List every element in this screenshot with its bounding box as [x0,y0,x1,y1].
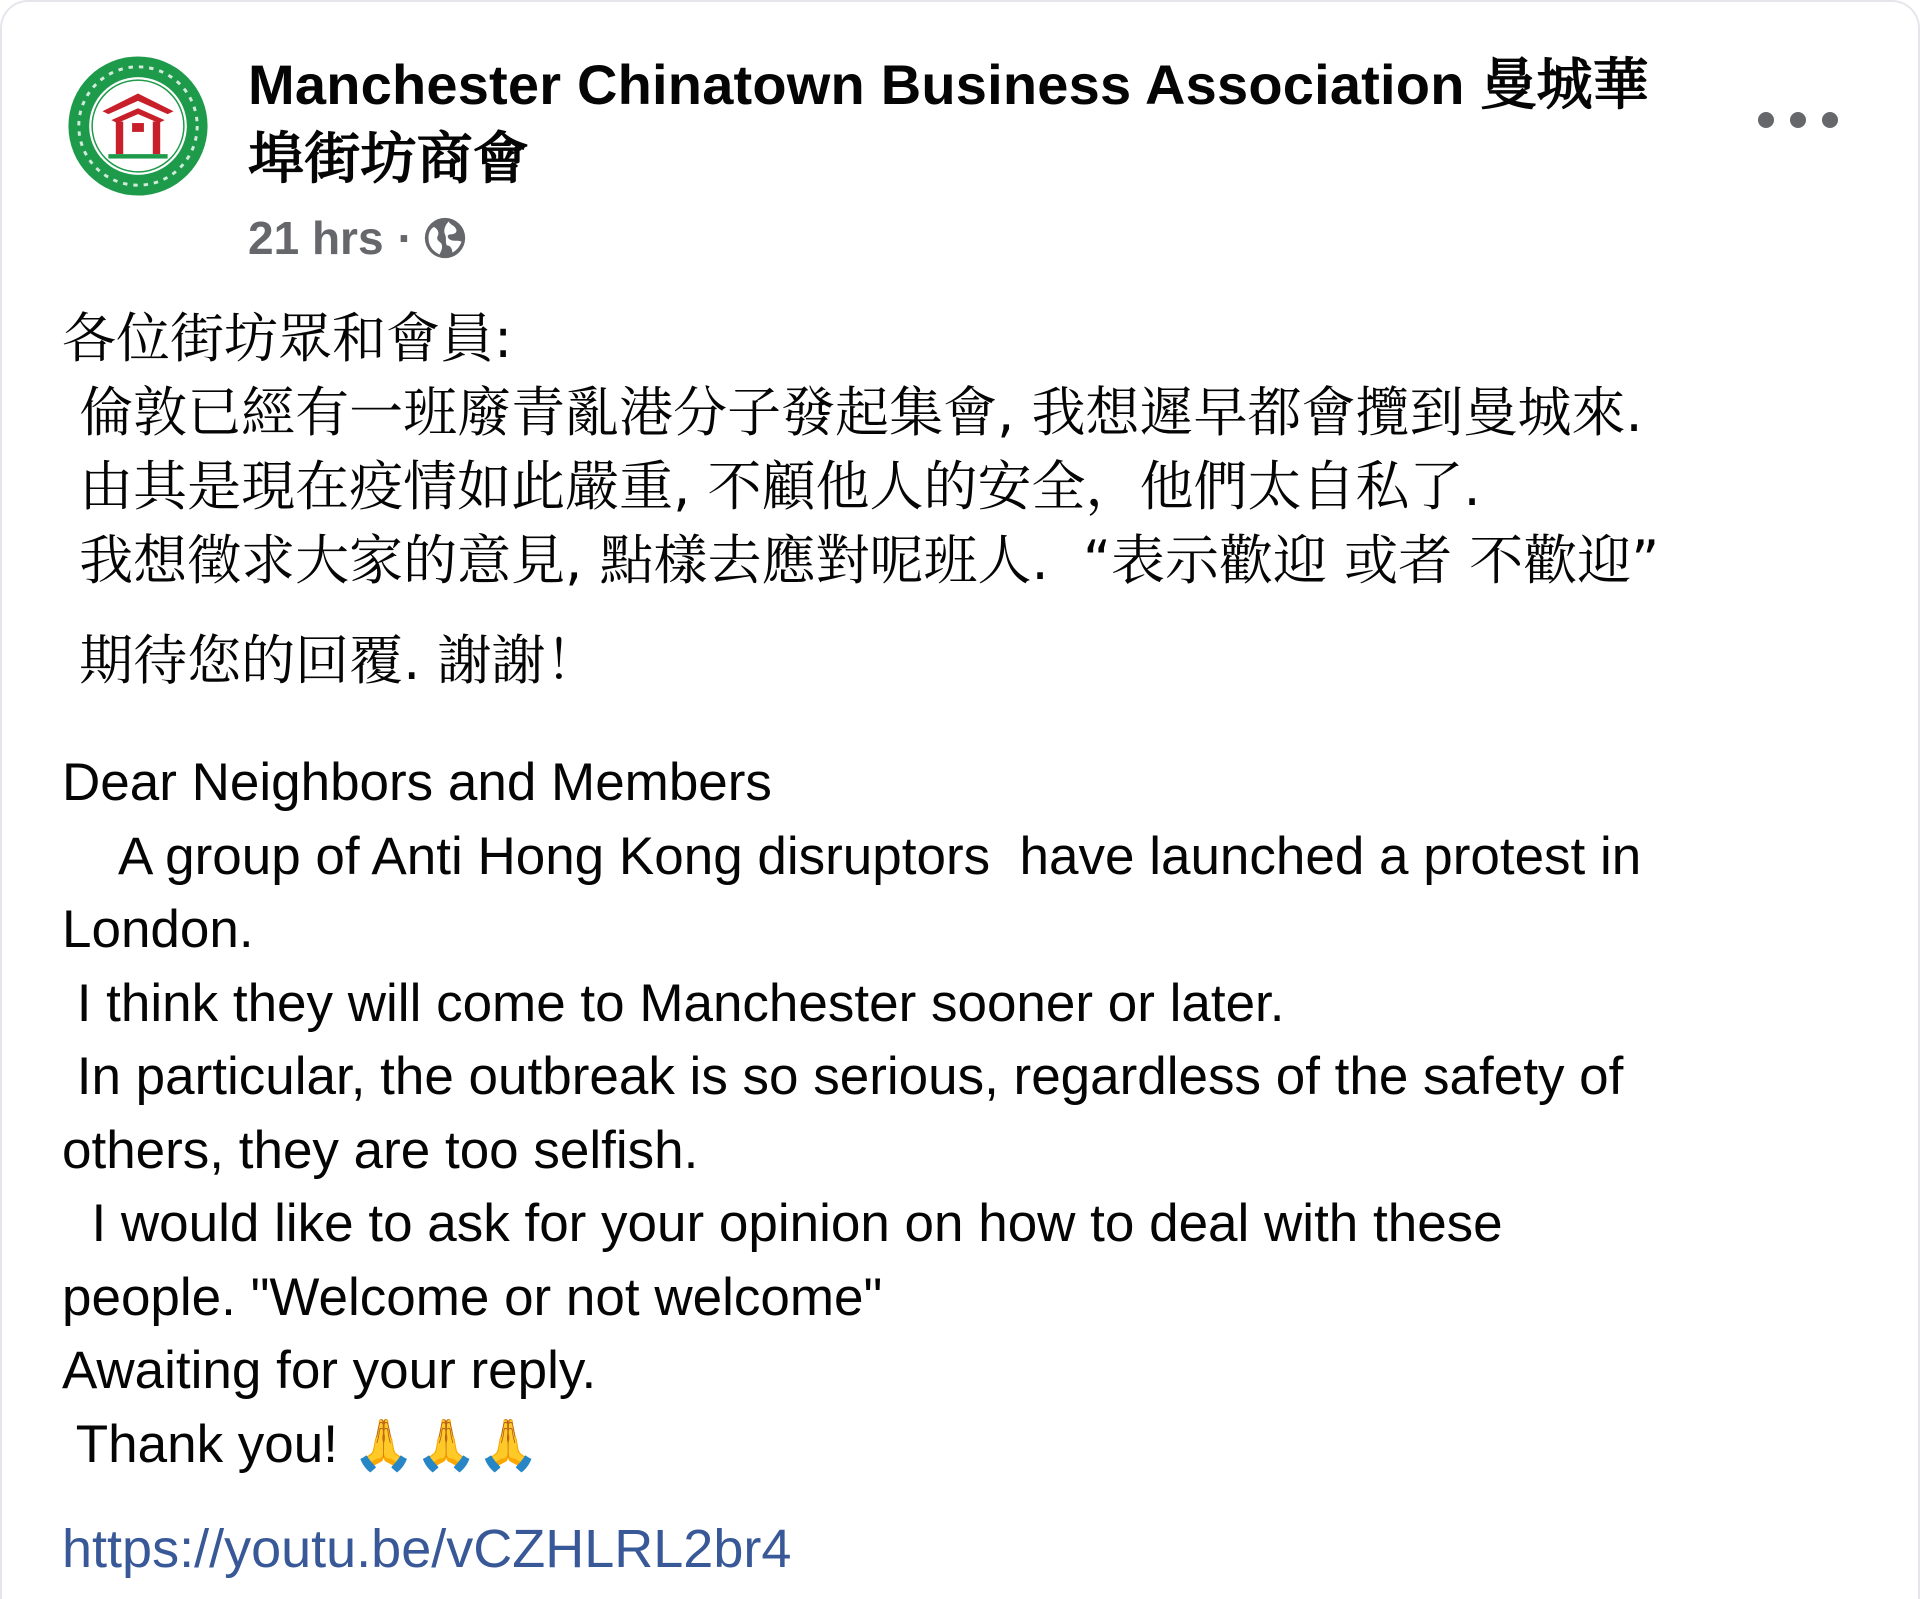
english-line: I would like to ask for your opinion on how to deal with these [62,1194,1503,1253]
post-meta [248,208,467,268]
english-line: people. "Welcome or not welcome" [62,1267,883,1327]
more-dot [1822,112,1838,128]
thank-you-text: Thank you! [62,1414,338,1474]
chinese-line: 我想徵求大家的意見, 點樣去應對呢班人. “表示歡迎 或者 不歡迎” [62,529,1660,592]
youtube-link[interactable]: https://youtu.be/vCZHLRL2br4 [62,1519,792,1579]
english-line: Awaiting for your reply. [62,1341,597,1400]
more-dot [1758,112,1774,128]
chinese-line: 倫敦已經有一班廢青亂港分子發起集會, 我想遲早都會攬到曼城來. [62,381,1643,444]
more-dot [1790,112,1806,128]
page-name-line2: 埠街坊商會 [248,127,529,190]
thank-you-line [62,1408,1862,1483]
english-line: In particular, the outbreak is so serious, regardless of the safety of [62,1047,1624,1106]
praying-hands-icon: 🙏🙏🙏 [352,1415,540,1474]
chinese-closing: 期待您的回覆. 謝謝！ [62,629,600,692]
english-line: Dear Neighbors and Members [62,753,772,812]
page-avatar[interactable] [64,52,212,200]
post-timestamp[interactable]: 21 hrs [248,212,384,264]
spacer [62,698,1862,746]
english-line: A group of Anti Hong Kong disruptors have launched a protest in [62,826,1642,886]
meta-separator: · [397,212,413,264]
spacer [62,598,1862,624]
english-line: I think they will come to Manchester sooner or later. [62,973,1285,1033]
spacer [62,1482,1862,1512]
globe-icon[interactable] [423,216,467,260]
english-line: London. [62,900,254,959]
english-line: others, they are too selfish. [62,1120,699,1180]
more-options-icon[interactable] [1758,98,1838,142]
association-logo [64,52,212,200]
chinese-line: 各位街坊眾和會員: [62,307,513,370]
page-name-line1: Manchester Chinatown Business Association 曼城華 [248,53,1649,116]
chinese-line: 由其是現在疫情如此嚴重, 不顧他人的安全，他們太自私了. [62,455,1481,518]
post-body [62,302,1862,1586]
page-name-link[interactable] [248,48,1728,196]
